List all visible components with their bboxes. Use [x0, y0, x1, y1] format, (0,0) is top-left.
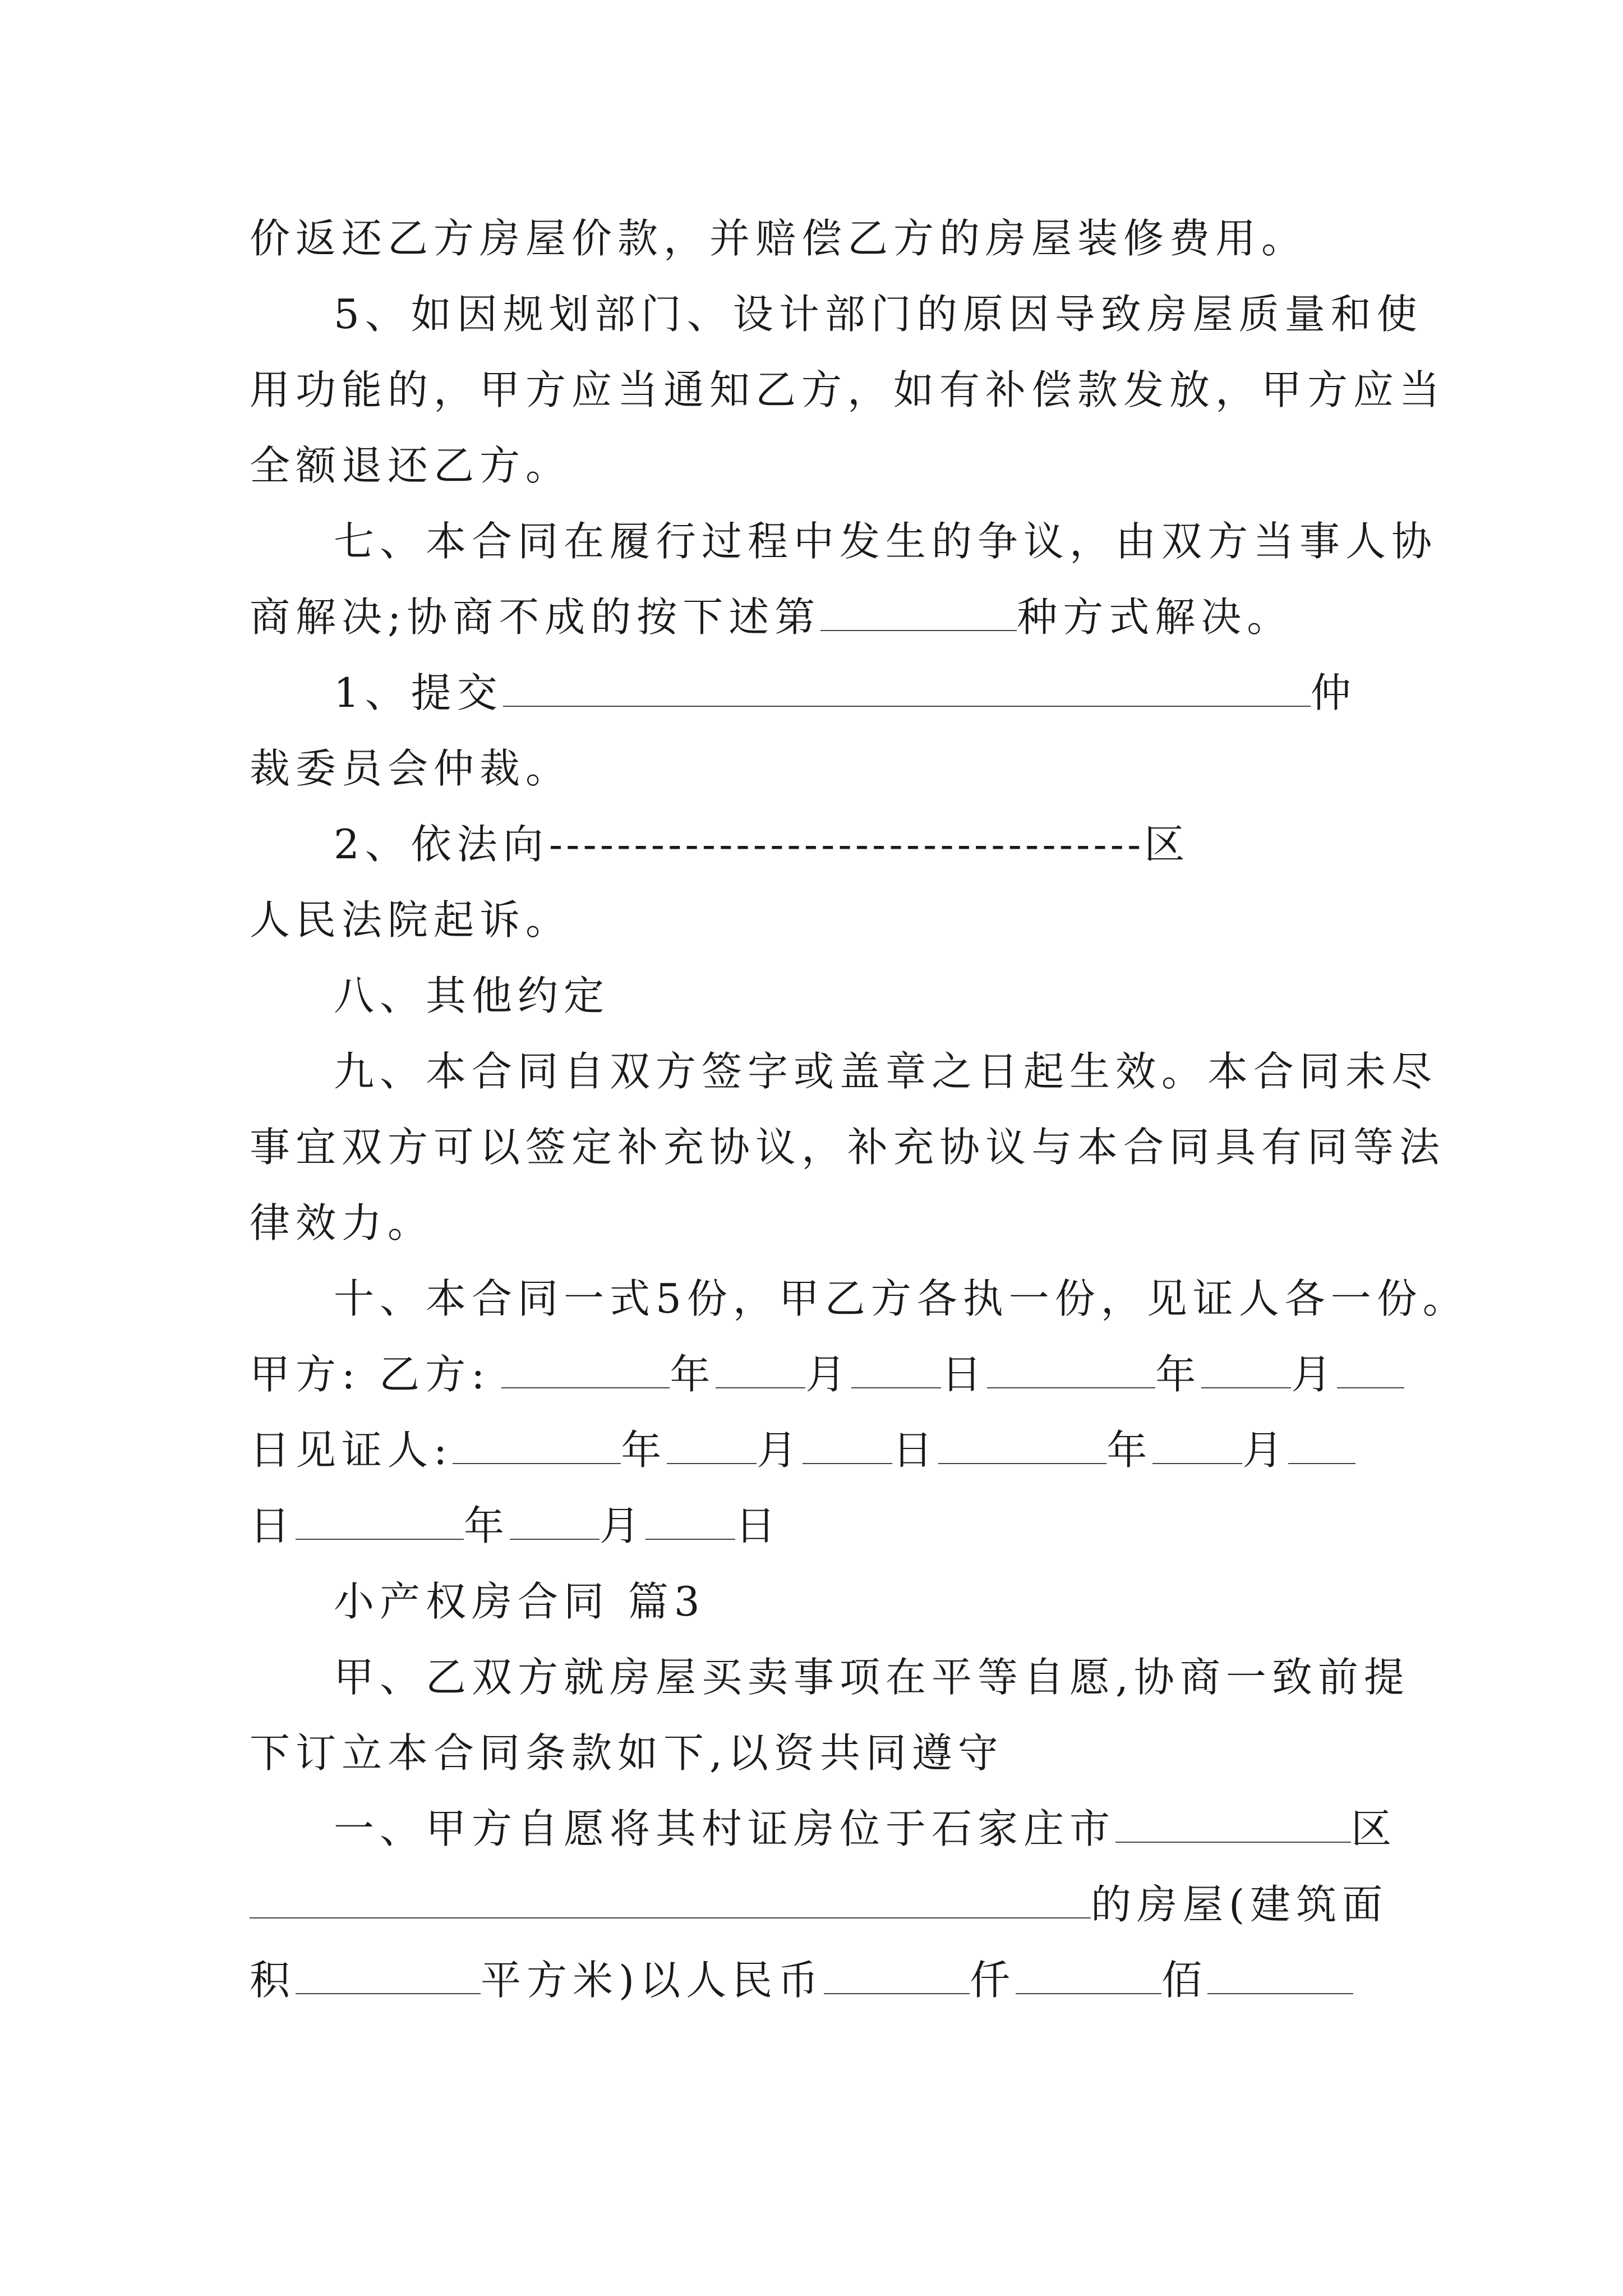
signature-date-line-3 [250, 1492, 1394, 1559]
method-number-blank[interactable] [820, 596, 1017, 631]
year-blank[interactable] [453, 1429, 621, 1464]
day-blank[interactable] [803, 1429, 892, 1464]
contract-section-title [250, 1568, 1394, 1635]
line-text: 甲、乙双方就房屋买卖事项在平等自愿,协商一致前提 [334, 1654, 1410, 1701]
day-label: 日 [250, 1502, 296, 1549]
line-text: 1、提交 [334, 669, 503, 716]
signature-date-line-2 [250, 1416, 1394, 1484]
line-text: 十、本合同一式5份，甲乙方各执一份，见证人各一份。 [334, 1275, 1469, 1322]
line-text: 佰 [1161, 1957, 1208, 2004]
day-blank[interactable] [1337, 1354, 1404, 1388]
day-label: 日 [735, 1502, 782, 1549]
line-text: 商解决;协商不成的按下述第 [250, 593, 821, 641]
line-text: 一、甲方自愿将其村证房位于石家庄市 [334, 1805, 1116, 1852]
arbitration-committee-blank[interactable] [503, 672, 1311, 707]
area-price-line [250, 1947, 1394, 2014]
year-label: 年 [464, 1502, 510, 1549]
line-text: 种方式解决。 [1017, 593, 1293, 641]
section-8-heading [250, 962, 1394, 1029]
thousands-blank[interactable] [824, 1959, 970, 1994]
line-text: 裁委员会仲裁。 [250, 745, 572, 792]
text-line [250, 205, 1394, 272]
year-label: 年 [621, 1427, 667, 1474]
month-label: 月 [757, 1427, 803, 1474]
signature-date-line-1 [250, 1341, 1394, 1408]
month-label: 月 [600, 1502, 646, 1549]
year-label: 年 [1155, 1351, 1202, 1398]
month-blank[interactable] [716, 1354, 805, 1388]
line-text: 仟 [970, 1957, 1016, 2004]
area-blank[interactable] [296, 1959, 481, 1994]
witness-label: 日见证人: [250, 1427, 453, 1474]
line-text: 七、本合同在履行过程中发生的争议，由双方当事人协 [334, 518, 1438, 565]
line-text: 事宜双方可以签定补充协议，补充协议与本合同具有同等法 [250, 1124, 1446, 1171]
section-7-heading [250, 508, 1438, 575]
property-address-line [250, 1871, 1394, 1938]
year-blank[interactable] [987, 1354, 1155, 1388]
court-dash-blank[interactable]: ----------------------------------- [548, 821, 1145, 868]
address-blank[interactable] [250, 1884, 1091, 1918]
month-label: 月 [1242, 1427, 1289, 1474]
line-text: 5、如因规划部门、设计部门的原因导致房屋质量和使 [334, 291, 1423, 338]
line-text: 平方米)以人民币 [481, 1957, 824, 2004]
line-text: 的房屋(建筑面 [1091, 1881, 1389, 1928]
line-text: 2、依法向 [334, 821, 549, 868]
line-text: 价返还乙方房屋价款，并赔偿乙方的房屋装修费用。 [250, 215, 1308, 262]
arbitration-line [250, 659, 1394, 726]
day-label: 日 [941, 1351, 988, 1398]
line-text: 八、其他约定 [334, 972, 610, 1019]
section-title: 小产权房合同 篇3 [334, 1578, 706, 1625]
property-location-line [250, 1795, 1398, 1862]
section-9-heading [250, 1038, 1438, 1105]
text-line [250, 1114, 1446, 1181]
text-line [250, 886, 1394, 954]
section-10-heading [250, 1265, 1469, 1332]
hundreds-blank[interactable] [1016, 1959, 1161, 1994]
line-text: 仲 [1310, 669, 1357, 716]
year-blank[interactable] [938, 1429, 1106, 1464]
line-text: 区 [1351, 1805, 1398, 1852]
month-blank[interactable] [667, 1429, 757, 1464]
month-blank[interactable] [1201, 1354, 1291, 1388]
dispute-method-line [250, 583, 1394, 651]
line-text: 积 [250, 1957, 296, 2004]
year-label: 年 [670, 1351, 716, 1398]
tens-blank[interactable] [1207, 1959, 1353, 1994]
day-blank[interactable] [1288, 1429, 1355, 1464]
line-text: 律效力。 [250, 1199, 434, 1246]
clause-5-line [250, 280, 1423, 348]
day-blank[interactable] [645, 1505, 735, 1540]
line-text: 区 [1144, 821, 1191, 868]
month-blank[interactable] [510, 1505, 600, 1540]
line-text: 全额退还乙方。 [250, 442, 572, 489]
month-label: 月 [805, 1351, 852, 1398]
text-line [250, 432, 1394, 499]
text-line [250, 356, 1446, 424]
year-blank[interactable] [296, 1505, 464, 1540]
line-text: 用功能的，甲方应当通知乙方，如有补偿款发放，甲方应当 [250, 366, 1446, 413]
line-text: 九、本合同自双方签字或盖章之日起生效。本合同未尽 [334, 1048, 1438, 1095]
month-label: 月 [1291, 1351, 1338, 1398]
line-text: 人民法院起诉。 [250, 896, 572, 944]
day-blank[interactable] [851, 1354, 941, 1388]
party-labels: 甲方: 乙方: [250, 1351, 491, 1398]
text-line [250, 1189, 1394, 1257]
text-line [250, 1644, 1410, 1711]
day-label: 日 [892, 1427, 939, 1474]
line-text: 下订立本合同条款如下,以资共同遵守 [250, 1729, 1004, 1777]
month-blank[interactable] [1152, 1429, 1242, 1464]
court-line [250, 811, 1394, 878]
year-label: 年 [1106, 1427, 1153, 1474]
year-blank[interactable] [501, 1354, 670, 1388]
text-line [250, 735, 1394, 802]
district-blank[interactable] [1115, 1808, 1351, 1843]
text-line [250, 1719, 1394, 1787]
